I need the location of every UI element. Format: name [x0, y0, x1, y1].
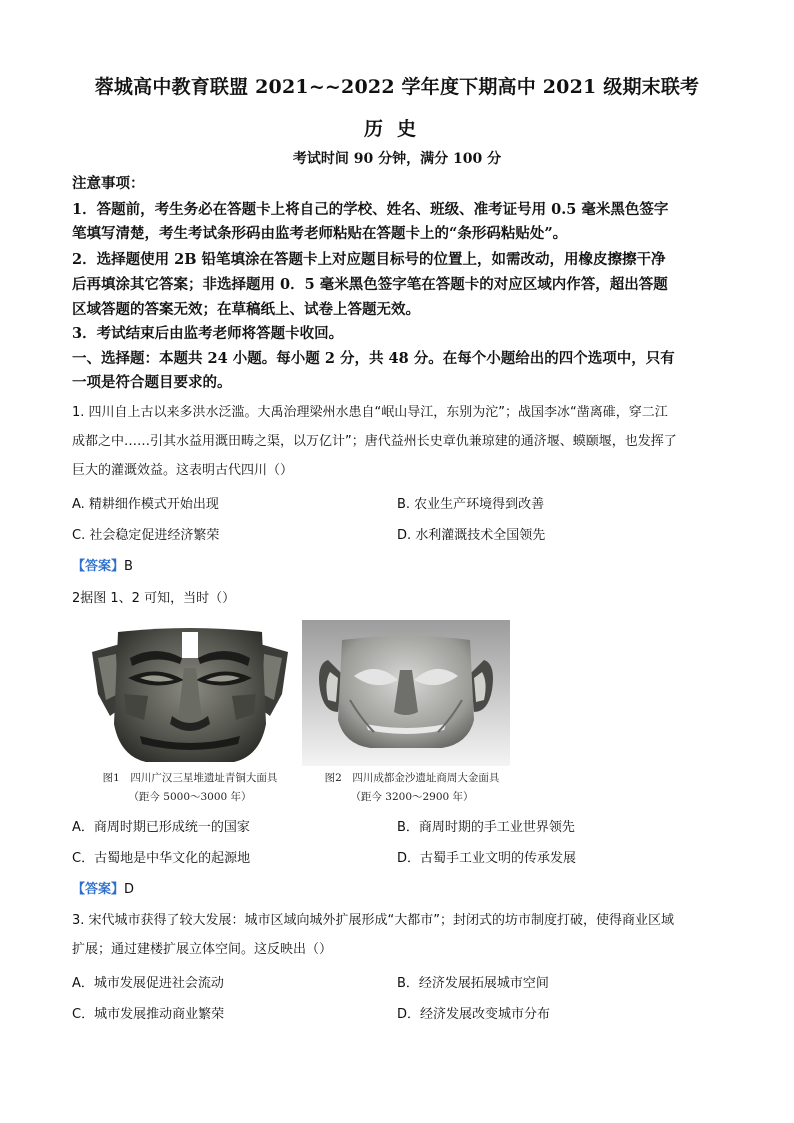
answer-line — [72, 878, 134, 897]
notice-heading: 注意事项： — [72, 175, 145, 192]
notice-line: 2．选择题使用 2B 铅笔填涂在答题卡上对应题目标号的位置上，如需改动，用橡皮擦擦干净 — [72, 251, 666, 268]
section-heading: 一项是符合题目要求的。 — [72, 374, 232, 391]
option-b: B. 农业生产环境得到改善 — [397, 497, 545, 512]
answer-tag: 【答案】 — [72, 559, 125, 574]
option-b: B．经济发展拓展城市空间 — [397, 976, 549, 991]
question-stem: 成都之中……引其水益用溉田畴之渠，以万亿计”；唐代益州长史章仇兼琼建的通济堰、蟆颐堰，也发挥了 — [72, 434, 677, 449]
answer-tag: 【答案】 — [72, 882, 125, 897]
bronze-mask-figure — [84, 624, 296, 766]
option-d: D. 水利灌溉技术全国领先 — [397, 528, 546, 543]
notice-line: 3．考试结束后由监考老师将答题卡收回。 — [72, 325, 344, 342]
exam-title: 蓉城高中教育联盟 2021~~2022 学年度下期高中 2021 级期末联考 — [94, 76, 700, 98]
answer-value: D — [124, 882, 135, 897]
section-heading: 一、选择题：本题共 24 小题。每小题 2 分，共 48 分。在每个小题给出的四个选项中，只有 — [72, 350, 675, 367]
subject-title: 历史 — [363, 118, 430, 140]
option-b: B．商周时期的手工业世界领先 — [397, 820, 575, 835]
figure-2-date: （距今 3200～2900 年） — [350, 791, 474, 803]
question-stem: 扩展；通过建楼扩展立体空间。这反映出（） — [72, 942, 333, 957]
notice-line: 后再填涂其它答案；非选择题用 0．5 毫米黑色签字笔在答题卡的对应区域内作答，超出答题 — [72, 276, 668, 293]
question-stem: 3. 宋代城市获得了较大发展：城市区域向城外扩展形成“大都市”；封闭式的坊市制度打破，使得商业区域 — [72, 913, 675, 928]
option-c: C．城市发展推动商业繁荣 — [72, 1007, 225, 1022]
figure-1-caption: 图1 四川广汉三星堆遗址青铜大面具 — [102, 772, 278, 784]
gold-mask-figure — [302, 620, 510, 766]
question-stem: 2据图 1、2 可知，当时（） — [72, 591, 236, 606]
option-c: C．古蜀地是中华文化的起源地 — [72, 851, 251, 866]
exam-time-info: 考试时间 90 分钟，满分 100 分 — [292, 151, 502, 167]
question-stem: 巨大的灌溉效益。这表明古代四川（） — [72, 463, 294, 478]
answer-line — [72, 555, 133, 574]
option-a: A．城市发展促进社会流动 — [72, 976, 224, 991]
option-a: A. 精耕细作模式开始出现 — [72, 497, 219, 512]
question-stem: 1. 四川自上古以来多洪水泛滥。大禹治理梁州水患自“岷山导江，东别为沱”；战国李冰“凿离碓，穿二江 — [72, 405, 668, 420]
figure-2-caption: 图2 四川成都金沙遗址商周大金面具 — [324, 772, 500, 784]
option-c: C. 社会稳定促进经济繁荣 — [72, 528, 220, 543]
option-d: D．经济发展改变城市分布 — [397, 1007, 551, 1022]
notice-line: 1．答题前，考生务必在答题卡上将自己的学校、姓名、班级、准考证号用 0.5 毫米黑色签字 — [72, 201, 669, 218]
option-d: D．古蜀手工业文明的传承发展 — [397, 851, 577, 866]
notice-line: 区域答题的答案无效；在草稿纸上、试卷上答题无效。 — [72, 301, 420, 318]
option-a: A．商周时期已形成统一的国家 — [72, 820, 250, 835]
notice-line: 笔填写清楚，考生考试条形码由监考老师粘贴在答题卡上的“条形码粘贴处”。 — [72, 225, 568, 242]
figure-1-date: （距今 5000～3000 年） — [128, 791, 252, 803]
answer-value: B — [124, 559, 133, 574]
